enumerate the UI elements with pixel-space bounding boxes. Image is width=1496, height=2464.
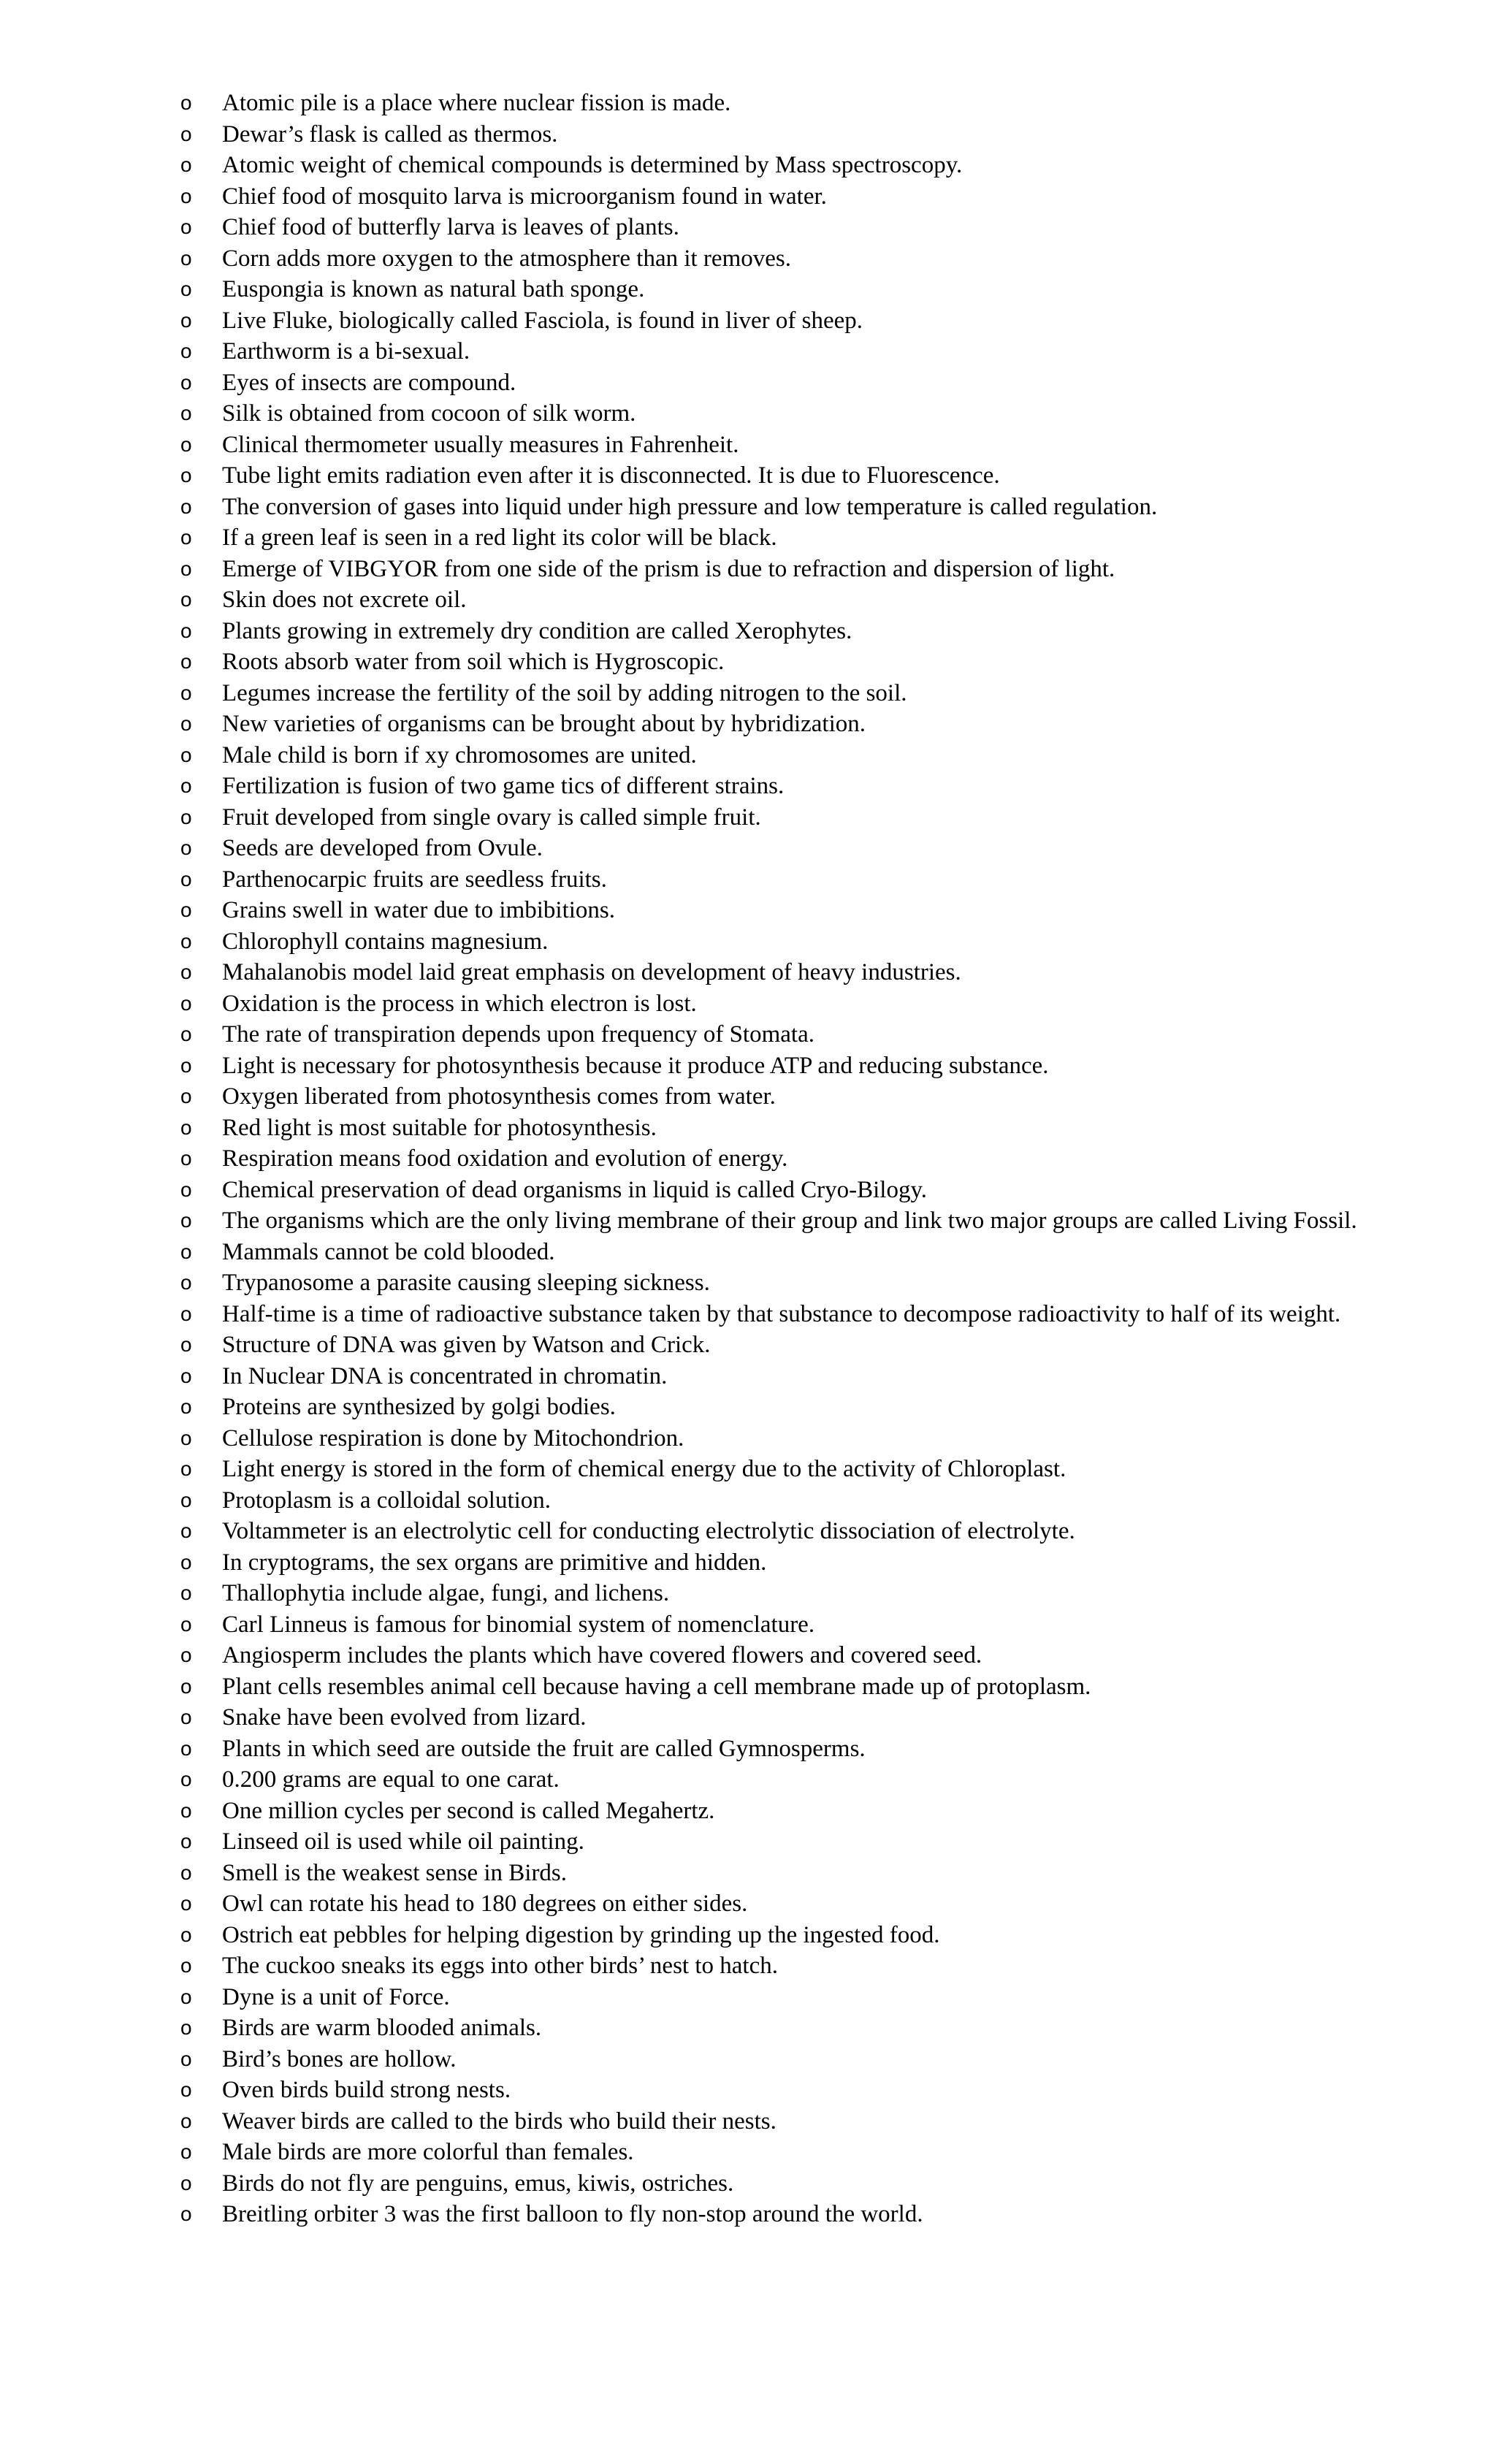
hollow-bullet-icon: o <box>180 1053 192 1077</box>
hollow-bullet-icon: o <box>180 1830 192 1853</box>
list-item-text: Fertilization is fusion of two game tics of different strains. <box>222 773 785 799</box>
hollow-bullet-icon: o <box>180 1085 192 1107</box>
list-item <box>0 1547 1496 1579</box>
list-item-text: Light is necessary for photosynthesis because it produce ATP and reducing substance. <box>222 1052 1049 1079</box>
list-item <box>0 88 1496 119</box>
list-item-text: Skin does not excrete oil. <box>222 587 467 613</box>
list-item-text: Corn adds more oxygen to the atmosphere than it removes. <box>222 245 791 272</box>
hollow-bullet-icon: o <box>180 340 192 362</box>
list-item-text: Male child is born if xy chromosomes are united. <box>222 741 697 768</box>
hollow-bullet-icon: o <box>180 1115 192 1139</box>
list-item <box>0 1796 1496 1827</box>
list-item <box>0 895 1496 926</box>
list-item-text: Half-time is a time of radioactive substance taken by that substance to decompose radioactivity to half of its weight. <box>222 1300 1341 1327</box>
hollow-bullet-icon: o <box>180 1457 192 1480</box>
list-item <box>0 1237 1496 1268</box>
list-item-text: Plants growing in extremely dry condition are called Xerophytes. <box>222 617 852 644</box>
hollow-bullet-icon: o <box>180 1147 192 1170</box>
hollow-bullet-icon: o <box>180 2047 192 2070</box>
hollow-bullet-icon: o <box>180 370 192 394</box>
list-item <box>0 2168 1496 2200</box>
list-item-text: Live Fluke, biologically called Fasciola, is found in liver of sheep. <box>222 307 863 334</box>
list-item <box>0 2044 1496 2075</box>
hollow-bullet-icon: o <box>180 495 192 518</box>
list-item <box>0 1516 1496 1547</box>
list-item-text: Breitling orbiter 3 was the first balloon to fly non-stop around the world. <box>222 2201 923 2227</box>
hollow-bullet-icon: o <box>180 1364 192 1387</box>
list-item-text: Oxidation is the process in which electron is lost. <box>222 990 697 1017</box>
list-item-text: Plant cells resembles animal cell because having a cell membrane made up of protoplasm. <box>222 1673 1091 1700</box>
list-item <box>0 460 1496 492</box>
list-item-text: Structure of DNA was given by Watson and Crick. <box>222 1332 711 1358</box>
list-item <box>0 181 1496 213</box>
list-item-text: Oven birds build strong nests. <box>222 2077 511 2103</box>
list-item <box>0 833 1496 864</box>
list-item-text: Voltammeter is an electrolytic cell for conducting electrolytic dissociation of electrolyte. <box>222 1518 1075 1544</box>
list-item-text: Dewar’s flask is called as thermos. <box>222 121 558 148</box>
list-item <box>0 988 1496 1020</box>
list-item-text: Smell is the weakest sense in Birds. <box>222 1859 568 1886</box>
list-item-text: Carl Linneus is famous for binomial system of nomenclature. <box>222 1611 815 1638</box>
hollow-bullet-icon: o <box>180 2171 192 2194</box>
list-item <box>0 1299 1496 1330</box>
list-item <box>0 1609 1496 1641</box>
list-item-text: Chief food of mosquito larva is microorganism found in water. <box>222 183 827 210</box>
list-item-text: Chemical preservation of dead organisms in liquid is called Cryo-Bilogy. <box>222 1176 928 1203</box>
hollow-bullet-icon: o <box>180 1674 192 1698</box>
list-item <box>0 1733 1496 1765</box>
list-item <box>0 957 1496 988</box>
hollow-bullet-icon: o <box>180 588 192 611</box>
list-item <box>0 1950 1496 1982</box>
list-item-text: Roots absorb water from soil which is Hygroscopic. <box>222 649 725 675</box>
list-item-text: Emerge of VIBGYOR from one side of the prism is due to refraction and dispersion of light. <box>222 555 1115 582</box>
list-item <box>0 522 1496 554</box>
hollow-bullet-icon: o <box>180 91 192 114</box>
hollow-bullet-icon: o <box>180 1799 192 1822</box>
list-item-text: Birds are warm blooded animals. <box>222 2015 542 2041</box>
hollow-bullet-icon: o <box>180 153 192 176</box>
list-item <box>0 1888 1496 1920</box>
list-item <box>0 740 1496 771</box>
list-item-text: Light energy is stored in the form of chemical energy due to the activity of Chloroplast. <box>222 1456 1066 1482</box>
list-item-text: The cuckoo sneaks its eggs into other birds’ nest to hatch. <box>222 1953 778 1979</box>
hollow-bullet-icon: o <box>180 867 192 890</box>
list-item-text: Trypanosome a parasite causing sleeping sickness. <box>222 1270 710 1296</box>
list-item <box>0 1640 1496 1671</box>
list-item-text: The organisms which are the only living membrane of their group and link two major groups are called Living Fossil. <box>222 1208 1357 1234</box>
hollow-bullet-icon: o <box>180 1892 192 1915</box>
hollow-bullet-icon: o <box>180 805 192 828</box>
list-item <box>0 554 1496 585</box>
list-item-text: In cryptograms, the sex organs are primitive and hidden. <box>222 1549 767 1576</box>
list-item-text: Oxygen liberated from photosynthesis comes from water. <box>222 1083 776 1110</box>
list-item-text: New varieties of organisms can be brought about by hybridization. <box>222 711 866 737</box>
list-item <box>0 119 1496 150</box>
list-item-text: Tube light emits radiation even after it is disconnected. It is due to Fluorescence. <box>222 462 1000 489</box>
list-item-text: Euspongia is known as natural bath sponge. <box>222 276 645 302</box>
list-item-text: Thallophytia include algae, fungi, and lichens. <box>222 1580 670 1606</box>
list-item <box>0 1267 1496 1299</box>
list-item-text: Angiosperm includes the plants which have covered flowers and covered seed. <box>222 1642 982 1668</box>
hollow-bullet-icon: o <box>180 1240 192 1263</box>
list-item <box>0 1485 1496 1517</box>
list-item <box>0 1702 1496 1733</box>
list-item <box>0 1050 1496 1082</box>
hollow-bullet-icon: o <box>180 1488 192 1511</box>
hollow-bullet-icon: o <box>180 681 192 704</box>
list-item-text: Grains swell in water due to imbibitions. <box>222 897 616 923</box>
list-item-text: Parthenocarpic fruits are seedless fruits. <box>222 866 607 893</box>
list-item <box>0 584 1496 616</box>
hollow-bullet-icon: o <box>180 1178 192 1201</box>
list-item <box>0 305 1496 337</box>
list-item-text: 0.200 grams are equal to one carat. <box>222 1766 560 1793</box>
list-item-text: In Nuclear DNA is concentrated in chromatin. <box>222 1362 668 1389</box>
list-item <box>0 646 1496 678</box>
hollow-bullet-icon: o <box>180 526 192 549</box>
list-item-text: Proteins are synthesized by golgi bodies. <box>222 1394 616 1420</box>
hollow-bullet-icon: o <box>180 1271 192 1294</box>
hollow-bullet-icon: o <box>180 1582 192 1604</box>
list-item-text: Mahalanobis model laid great emphasis on development of heavy industries. <box>222 959 961 985</box>
hollow-bullet-icon: o <box>180 619 192 642</box>
list-item <box>0 1920 1496 1951</box>
list-item-text: Protoplasm is a colloidal solution. <box>222 1487 552 1514</box>
list-item <box>0 492 1496 523</box>
list-item-text: Legumes increase the fertility of the soil by adding nitrogen to the soil. <box>222 679 907 706</box>
list-item-text: Earthworm is a bi-sexual. <box>222 338 470 365</box>
hollow-bullet-icon: o <box>180 774 192 797</box>
list-item-text: Mammals cannot be cold blooded. <box>222 1238 555 1265</box>
list-item <box>0 709 1496 740</box>
hollow-bullet-icon: o <box>180 1550 192 1574</box>
hollow-bullet-icon: o <box>180 2016 192 2039</box>
list-item <box>0 243 1496 275</box>
hollow-bullet-icon: o <box>180 246 192 270</box>
list-item-text: Eyes of insects are compound. <box>222 369 516 396</box>
list-item <box>0 2106 1496 2137</box>
list-item <box>0 398 1496 430</box>
hollow-bullet-icon: o <box>180 1302 192 1325</box>
list-item <box>0 1764 1496 1796</box>
list-item <box>0 678 1496 709</box>
list-item-text: The rate of transpiration depends upon frequency of Stomata. <box>222 1021 814 1048</box>
hollow-bullet-icon: o <box>180 1768 192 1790</box>
hollow-bullet-icon: o <box>180 836 192 859</box>
hollow-bullet-icon: o <box>180 122 192 145</box>
hollow-bullet-icon: o <box>180 308 192 332</box>
hollow-bullet-icon: o <box>180 1985 192 2008</box>
hollow-bullet-icon: o <box>180 2109 192 2132</box>
hollow-bullet-icon: o <box>180 1923 192 1946</box>
hollow-bullet-icon: o <box>180 2078 192 2101</box>
hollow-bullet-icon: o <box>180 899 192 921</box>
hollow-bullet-icon: o <box>180 464 192 487</box>
hollow-bullet-icon: o <box>180 991 192 1015</box>
hollow-bullet-icon: o <box>180 961 192 983</box>
list-item <box>0 2075 1496 2106</box>
hollow-bullet-icon: o <box>180 1706 192 1728</box>
hollow-bullet-icon: o <box>180 1023 192 1045</box>
hollow-bullet-icon: o <box>180 712 192 735</box>
list-item <box>0 802 1496 834</box>
list-item-text: Atomic weight of chemical compounds is determined by Mass spectroscopy. <box>222 152 963 178</box>
list-item <box>0 2137 1496 2168</box>
hollow-bullet-icon: o <box>180 402 192 424</box>
list-item <box>0 430 1496 461</box>
list-item <box>0 1113 1496 1144</box>
hollow-bullet-icon: o <box>180 557 192 580</box>
list-item <box>0 367 1496 399</box>
list-item-text: Ostrich eat pebbles for helping digestion by grinding up the ingested food. <box>222 1921 940 1948</box>
list-item-text: Owl can rotate his head to 180 degrees on either sides. <box>222 1891 748 1917</box>
list-item <box>0 1019 1496 1050</box>
hollow-bullet-icon: o <box>180 1519 192 1542</box>
list-item <box>0 771 1496 802</box>
list-item-text: Respiration means food oxidation and evolution of energy. <box>222 1145 788 1172</box>
list-item-text: Clinical thermometer usually measures in Fahrenheit. <box>222 431 739 458</box>
list-item <box>0 274 1496 305</box>
list-item <box>0 864 1496 896</box>
list-item-text: Dyne is a unit of Force. <box>222 1983 450 2010</box>
list-item-text: Male birds are more colorful than females. <box>222 2139 634 2165</box>
list-item <box>0 1205 1496 1237</box>
hollow-bullet-icon: o <box>180 184 192 207</box>
list-item <box>0 1671 1496 1703</box>
hollow-bullet-icon: o <box>180 1209 192 1232</box>
list-item-text: Linseed oil is used while oil painting. <box>222 1828 584 1855</box>
list-item <box>0 1454 1496 1485</box>
list-item-text: Weaver birds are called to the birds who build their nests. <box>222 2108 776 2135</box>
list-item <box>0 1081 1496 1113</box>
list-item <box>0 1423 1496 1454</box>
list-item-text: The conversion of gases into liquid under high pressure and low temperature is called regulation. <box>222 493 1158 520</box>
hollow-bullet-icon: o <box>180 1426 192 1449</box>
list-item-text: Red light is most suitable for photosynthesis. <box>222 1114 657 1141</box>
list-item <box>0 212 1496 243</box>
list-item-text: Cellulose respiration is done by Mitochondrion. <box>222 1424 684 1452</box>
hollow-bullet-icon: o <box>180 743 192 766</box>
list-item <box>0 926 1496 958</box>
list-item <box>0 1578 1496 1609</box>
list-item <box>0 2013 1496 2044</box>
hollow-bullet-icon: o <box>180 278 192 300</box>
list-item <box>0 1826 1496 1858</box>
hollow-bullet-icon: o <box>180 1333 192 1356</box>
list-item <box>0 150 1496 181</box>
hollow-bullet-icon: o <box>180 1861 192 1884</box>
hollow-bullet-icon: o <box>180 650 192 673</box>
list-item-text: Atomic pile is a place where nuclear fission is made. <box>222 90 731 116</box>
list-item-text: Plants in which seed are outside the fruit are called Gymnosperms. <box>222 1735 866 1762</box>
list-item <box>0 1175 1496 1206</box>
hollow-bullet-icon: o <box>180 215 192 238</box>
list-item-text: Bird’s bones are hollow. <box>222 2045 457 2072</box>
hollow-bullet-icon: o <box>180 1644 192 1666</box>
list-item <box>0 1392 1496 1423</box>
list-item <box>0 1858 1496 1889</box>
list-item-text: Silk is obtained from cocoon of silk worm. <box>222 400 636 427</box>
list-item-text: Fruit developed from single ovary is called simple fruit. <box>222 804 761 831</box>
hollow-bullet-icon: o <box>180 1954 192 1977</box>
list-item-text: One million cycles per second is called Megahertz. <box>222 1797 715 1824</box>
list-item-text: If a green leaf is seen in a red light its color will be black. <box>222 525 777 551</box>
hollow-bullet-icon: o <box>180 929 192 953</box>
list-item <box>0 1361 1496 1392</box>
list-item <box>0 1982 1496 2013</box>
hollow-bullet-icon: o <box>180 2140 192 2163</box>
hollow-bullet-icon: o <box>180 432 192 456</box>
hollow-bullet-icon: o <box>180 1736 192 1760</box>
list-item <box>0 1330 1496 1361</box>
list-item-text: Birds do not fly are penguins, emus, kiwis, ostriches. <box>222 2170 734 2197</box>
list-item <box>0 2199 1496 2230</box>
list-item-text: Seeds are developed from Ovule. <box>222 835 543 861</box>
hollow-bullet-icon: o <box>180 1395 192 1418</box>
list-item-text: Chlorophyll contains magnesium. <box>222 928 549 955</box>
hollow-bullet-icon: o <box>180 2202 192 2225</box>
hollow-bullet-icon: o <box>180 1612 192 1636</box>
list-item <box>0 1143 1496 1175</box>
fact-list <box>0 88 1496 2230</box>
list-item <box>0 616 1496 647</box>
list-item-text: Chief food of butterfly larva is leaves of plants. <box>222 214 679 240</box>
list-item <box>0 336 1496 367</box>
list-item-text: Snake have been evolved from lizard. <box>222 1704 587 1731</box>
